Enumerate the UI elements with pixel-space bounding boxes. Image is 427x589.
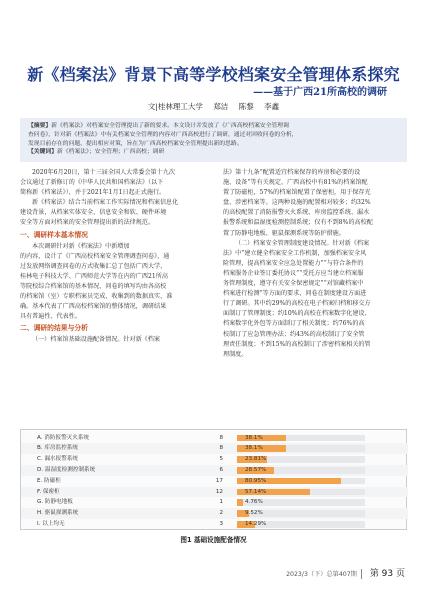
body-line: 建设背景，从档案实体安全、信息安全和软、硬件环境 xyxy=(20,209,167,217)
count-label: 3 xyxy=(219,520,223,527)
category-label: I. 以上均无 xyxy=(37,520,65,527)
abstract-text: 新《档案法》对档案安全管理提出了新的要求。本文设计并发放了《广西高校档案安全管理调 xyxy=(51,123,289,129)
section-heading: 二、调研的结果与分析 xyxy=(20,324,88,333)
body-line: 的内容，设计了《广西高校档案安全管理调查问卷》，通 xyxy=(20,252,170,260)
percent-label: 38.1% xyxy=(245,445,263,452)
body-line: 理制度。 xyxy=(223,350,248,358)
chart-row xyxy=(21,487,408,498)
article-subtitle: ——基于广西21所高校的调研 xyxy=(253,87,387,98)
body-line: 施、设备”等有关规定，广西高校中有81%的档案馆配 xyxy=(223,179,368,187)
body-line: 盘、涉密档案等。这两种设施的配置相对较多；约32% xyxy=(223,199,371,207)
percent-label: 4.76% xyxy=(245,499,263,506)
body-line: 的高校配置了消防报警灭火系统、库房监控系统、漏水 xyxy=(223,209,370,217)
bar xyxy=(237,499,243,506)
body-line: 档案服务企业签订委托协议”“受托方应当建立档案服 xyxy=(223,269,364,277)
issue-info: 2023/3（下）总第407期 xyxy=(286,571,357,578)
page-footer xyxy=(286,566,405,579)
body-line: 安全等方面对档案的安全管理提出新的法律规范。 xyxy=(20,219,155,227)
body-line: 面制订了管理制度；约10%的高校在档案数字化建设、 xyxy=(223,310,371,318)
category-label: F. 保密柜 xyxy=(37,488,60,495)
section-heading: 一、调研样本基本情况 xyxy=(20,230,88,239)
body-line: 法》中“建立健全档案安全工作机制，加强档案安全风 xyxy=(223,249,367,257)
body-line: 本次调研针对新《档案法》中新增加 xyxy=(32,242,130,250)
percent-label: 80.95% xyxy=(245,477,267,484)
percent-label: 14.29% xyxy=(245,520,267,527)
keywords-label: 【关键词】 xyxy=(28,149,57,156)
abstract-box xyxy=(20,118,407,162)
footer-divider xyxy=(361,569,362,579)
category-label: H. 驱鼠探测系统 xyxy=(37,510,79,517)
body-line: 险管理，提高档案安全应急处置能力”“与符合条件的 xyxy=(223,259,364,267)
category-label: G. 防静电地板 xyxy=(37,499,73,506)
category-label: D. 温湿度检测控制系统 xyxy=(37,466,96,473)
author-line xyxy=(0,101,427,112)
abstract-label: 【摘要】 xyxy=(28,123,52,129)
right-column xyxy=(223,168,407,360)
abstract-line xyxy=(28,122,399,131)
body-line: 新《档案法》结合当前档案工作实际情况和档案信息化 xyxy=(32,199,179,207)
body-line: 校制订了应急管理办法；约43%的高校制订了安全管 xyxy=(223,330,365,338)
body-line: 桂林电子科技大学、广西师范大学等在内的广西21所高 xyxy=(20,272,168,280)
body-line: 理责任制度；不到15%的高校制订了涉密档案相关的管 xyxy=(223,340,371,348)
chart-row xyxy=(21,433,408,444)
count-label: 5 xyxy=(219,456,223,463)
author-name: 李鑫 xyxy=(264,102,280,111)
infrastructure-bar-chart xyxy=(20,429,407,530)
count-label: 17 xyxy=(215,477,223,484)
body-line: 法》第十九条“配置适宜档案保存的库房和必要的设 xyxy=(223,169,361,176)
author-name: 陈黎 xyxy=(238,102,254,111)
keywords-text: 新《档案法》；安全管理；广西高校；调研 xyxy=(57,149,165,156)
chart-row xyxy=(21,497,408,508)
body-line: 档案进行检测”等方面的要求，问卷在制度建设方面进 xyxy=(223,290,367,298)
body-line: 行了调研。其中约29%的高校在电子档案归档和移交方 xyxy=(223,300,371,308)
body-line: 等院校综合档案馆的基本情况，问卷的填写均由各高校 xyxy=(20,282,167,290)
percent-label: 38.1% xyxy=(245,434,263,441)
author-name: 郑洁 xyxy=(213,102,229,111)
body-line: （一）档案馆基础设施配备情况。针对新《档案 xyxy=(32,336,160,344)
percent-label: 9.52% xyxy=(245,510,263,517)
category-label: E. 防磁柜 xyxy=(37,477,61,484)
body-line: 报警系统和温湿度检测控制系统；仅有不到8%的高校配 xyxy=(223,219,373,227)
left-column xyxy=(20,168,202,345)
abstract-line xyxy=(28,140,399,149)
percent-label: 57.14% xyxy=(245,488,267,495)
abstract-text: 查问卷》，针对新《档案法》中有关档案安全管理的内容对广西高校进行了调研，通过对回收问卷的分析， xyxy=(28,131,298,138)
chart-row xyxy=(21,443,408,454)
chart-row xyxy=(21,476,408,487)
body-line: 的档案馆（室）专职档案员完成，收集到的数据真实、准 xyxy=(20,293,173,301)
chart-row xyxy=(21,454,408,465)
body-line: 务管理制度，遵守有关安全保密规定”“对馆藏档案中 xyxy=(223,280,364,288)
chart-row xyxy=(21,465,408,476)
author-affiliation: 文|桂林理工大学 xyxy=(147,102,203,111)
body-line: 简称新《档案法》），并于2021年1月1日起正式施行。 xyxy=(20,189,166,197)
body-line: 置了防磁柜，57%的档案馆配置了保密柜，用于保存光 xyxy=(223,189,371,197)
category-label: B. 库房监控系统 xyxy=(37,445,78,452)
percent-label: 28.57% xyxy=(245,466,267,473)
body-line: 置了防静电地板、驱鼠探测系统等防护措施。 xyxy=(223,229,345,237)
figure-caption: 图1 基础设施配备情况 xyxy=(180,536,247,544)
abstract-text: 发现目前存在的问题，提出相应对策，旨在为广西高校档案安全管理提出新的思路。 xyxy=(28,140,243,147)
body-line: 确。基本代表了广西高校档案馆的整体情况，调研结果 xyxy=(20,303,167,311)
abstract-line xyxy=(28,131,399,140)
count-label: 12 xyxy=(215,488,223,495)
chart-row xyxy=(21,508,408,519)
count-label: 6 xyxy=(219,466,223,473)
percent-label: 23.81% xyxy=(245,456,267,463)
body-line: 过发放网络调查问卷的方式收集汇总了包括广西大学、 xyxy=(20,262,167,270)
count-label: 2 xyxy=(219,510,223,517)
count-label: 8 xyxy=(219,434,223,441)
article-title: 新《档案法》背景下高等学校档案安全管理体系探究 xyxy=(27,65,400,84)
body-line: 具有普遍性、代表性。 xyxy=(20,313,81,321)
count-label: 1 xyxy=(219,499,223,506)
category-label: A. 消防报警灭火系统 xyxy=(37,434,90,441)
category-label: C. 漏水报警系统 xyxy=(37,456,79,463)
chart-row xyxy=(21,519,408,530)
body-line: （二）档案安全管理制度建设情况。针对新《档案 xyxy=(235,239,370,247)
body-line: 档案数字化外包等方面制订了相关制度；约76%的高 xyxy=(223,320,365,328)
keywords-line xyxy=(28,148,399,157)
body-line: 会议通过了新修订的《中华人民共和国档案法》（以下 xyxy=(20,179,164,187)
body-line: 2020年6月20日，第十三届全国人大常委会第十九次 xyxy=(32,169,175,176)
count-label: 8 xyxy=(219,445,223,452)
page-number: 第 93 页 xyxy=(369,569,405,579)
